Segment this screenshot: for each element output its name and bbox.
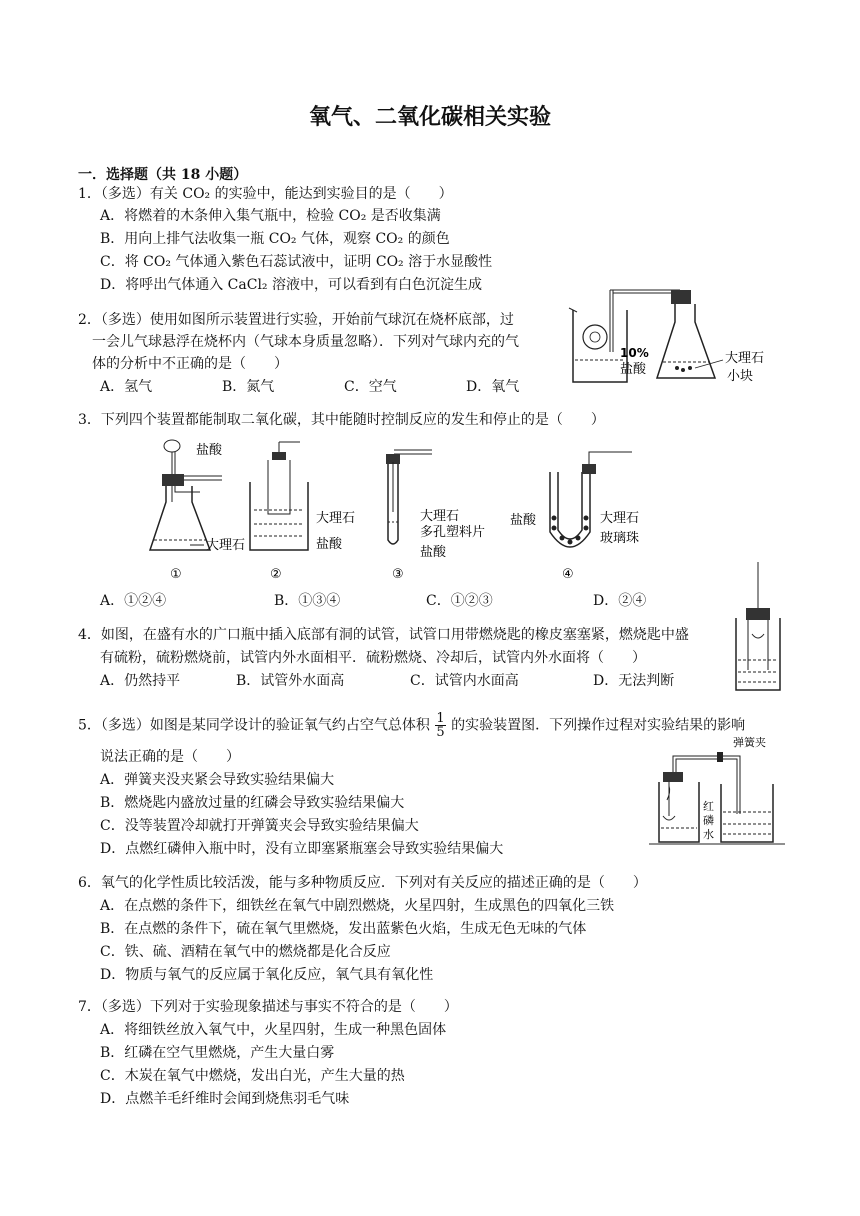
q5-stem-line2: 说法正确的是（ ） (100, 749, 240, 765)
q6-stem: 6．氧气的化学性质比较活泼，能与多种物质反应．下列对有关反应的描述正确的是（ ） (78, 875, 647, 891)
q5-fig-label-clip: 弹簧夹 (733, 736, 766, 749)
q7-option-d: D．点燃羊毛纤维时会闻到烧焦羽毛气味 (100, 1091, 350, 1107)
q7-option-a: A．将细铁丝放入氧气中，火星四射，生成一种黑色固体 (100, 1022, 447, 1038)
q5-fig-label-phosphorus: 磷 (703, 814, 714, 827)
q5-stem-pre: 5．（多选）如图是某同学设计的验证氧气约占空气总体积 (78, 717, 430, 734)
q6-option-c: C．铁、硫、酒精在氧气中的燃烧都是化合反应 (100, 944, 391, 960)
q2-stem-line3: 体的分析中不正确的是（ ） (92, 356, 288, 372)
q3-fig-number-4: ④ (562, 567, 574, 582)
q1-option-b: B．用向上排气法收集一瓶 CO₂ 气体，观察 CO₂ 的颜色 (100, 231, 450, 247)
q3-figure-2 (250, 442, 355, 552)
q2-option-d: D．氧气 (466, 379, 520, 395)
q5-option-b: B．燃烧匙内盛放过量的红磷会导致实验结果偏大 (100, 795, 405, 811)
q2-apparatus-figure (565, 282, 785, 394)
q5-fraction-numerator: 1 (436, 711, 445, 726)
q2-option-a: A．氢气 (100, 379, 153, 395)
q4-stem-line1: 4．如图，在盛有水的广口瓶中插入底部有洞的试管，试管口用带燃烧匙的橡皮塞塞紧，燃烧匙中盛 (78, 627, 689, 643)
q5-fraction (435, 712, 445, 739)
q3-fig4-label-acid: 盐酸 (510, 513, 537, 528)
q5-fraction-denominator: 5 (436, 725, 445, 740)
q3-option-b: B．①③④ (274, 593, 341, 609)
q6-option-a: A．在点燃的条件下，细铁丝在氧气中剧烈燃烧，火星四射，生成黑色的四氧化三铁 (100, 898, 615, 914)
q2-stem-line1: 2．（多选）使用如图所示装置进行实验，开始前气球沉在烧杯底部，过 (78, 312, 514, 328)
q1-option-a: A．将燃着的木条伸入集气瓶中，检验 CO₂ 是否收集满 (100, 208, 441, 224)
q4-stem-line2: 有硫粉，硫粉燃烧前，试管内外水面相平．硫粉燃烧、冷却后，试管内外水面将（ ） (100, 650, 646, 666)
q2-fig-label-marble-piece: 小块 (727, 369, 754, 384)
q6-option-d: D．物质与氧气的反应属于氧化反应，氧气具有氧化性 (100, 967, 434, 983)
q3-stem: 3．下列四个装置都能制取二氧化碳，其中能随时控制反应的发生和停止的是（ ） (78, 412, 605, 428)
q1-option-c: C．将 CO₂ 气体通入紫色石蕊试液中，证明 CO₂ 溶于水显酸性 (100, 254, 493, 270)
q3-option-d: D．②④ (593, 593, 647, 609)
q2-option-b: B．氮气 (222, 379, 275, 395)
q2-stem-line2: 一会儿气球悬浮在烧杯内（气球本身质量忽略）．下列对气球内充的气 (92, 334, 519, 350)
section-heading: 一．选择题（共 18 小题） (78, 167, 248, 183)
q3-fig1-label-marble: 大理石 (206, 538, 246, 553)
q3-fig3-label-marble: 大理石 (420, 509, 460, 524)
q3-fig1-label-acid: 盐酸 (196, 443, 223, 458)
q5-apparatus-figure (645, 734, 790, 850)
q2-fig-label-acid-percent: 10% (620, 346, 649, 360)
q3-fig4-label-beads: 玻璃珠 (600, 531, 640, 546)
q5-fig-label-water: 水 (703, 828, 714, 841)
q3-fig-number-1: ① (170, 567, 182, 582)
q2-fig-label-acid: 盐酸 (620, 362, 647, 377)
q5-option-a: A．弹簧夹没夹紧会导致实验结果偏大 (100, 772, 335, 788)
q6-option-b: B．在点燃的条件下，硫在氧气里燃烧，发出蓝紫色火焰，生成无色无味的气体 (100, 921, 587, 937)
q3-option-a: A．①②④ (100, 593, 167, 609)
q5-option-c: C．没等装置冷却就打开弹簧夹会导致实验结果偏大 (100, 818, 419, 834)
q5-fig-label-red: 红 (703, 800, 714, 813)
q4-option-a: A．仍然持平 (100, 673, 181, 689)
page-title: 氧气、二氧化碳相关实验 (308, 105, 551, 130)
q3-fig3-label-acid: 盐酸 (420, 545, 447, 560)
q3-fig2-label-acid: 盐酸 (316, 537, 343, 552)
q1-stem: 1．（多选）有关 CO₂ 的实验中，能达到实验目的是（ ） (78, 186, 453, 202)
q3-fig3-label-plastic: 多孔塑料片 (420, 525, 486, 540)
q4-option-b: B．试管外水面高 (236, 673, 345, 689)
q3-fig2-label-marble: 大理石 (316, 511, 356, 526)
q3-fig4-label-marble: 大理石 (600, 511, 640, 526)
q3-figure-4 (510, 452, 639, 547)
q3-fig-number-2: ② (270, 567, 282, 582)
q2-option-c: C．空气 (344, 379, 397, 395)
q5-option-d: D．点燃红磷伸入瓶中时，没有立即塞紧瓶塞会导致实验结果偏大 (100, 841, 504, 857)
q4-option-d: D．无法判断 (593, 673, 675, 689)
q7-option-b: B．红磷在空气里燃烧，产生大量白雾 (100, 1045, 335, 1061)
q3-figure-3 (386, 450, 485, 560)
q3-apparatus-figures (140, 432, 660, 584)
q3-figure-1 (150, 440, 245, 553)
q5-stem-post: 的实验装置图．下列操作过程对实验结果的影响 (451, 717, 746, 734)
q3-option-c: C．①②③ (426, 593, 493, 609)
q7-stem: 7．（多选）下列对于实验现象描述与事实不符合的是（ ） (78, 999, 458, 1015)
q7-option-c: C．木炭在氧气中燃烧，发出白光，产生大量的热 (100, 1068, 405, 1084)
q4-apparatus-figure (728, 560, 788, 695)
q2-fig-label-marble: 大理石 (725, 351, 765, 366)
q3-fig-number-3: ③ (392, 567, 404, 582)
q4-option-c: C．试管内水面高 (410, 673, 519, 689)
q1-option-d: D．将呼出气体通入 CaCl₂ 溶液中，可以看到有白色沉淀生成 (100, 277, 482, 293)
